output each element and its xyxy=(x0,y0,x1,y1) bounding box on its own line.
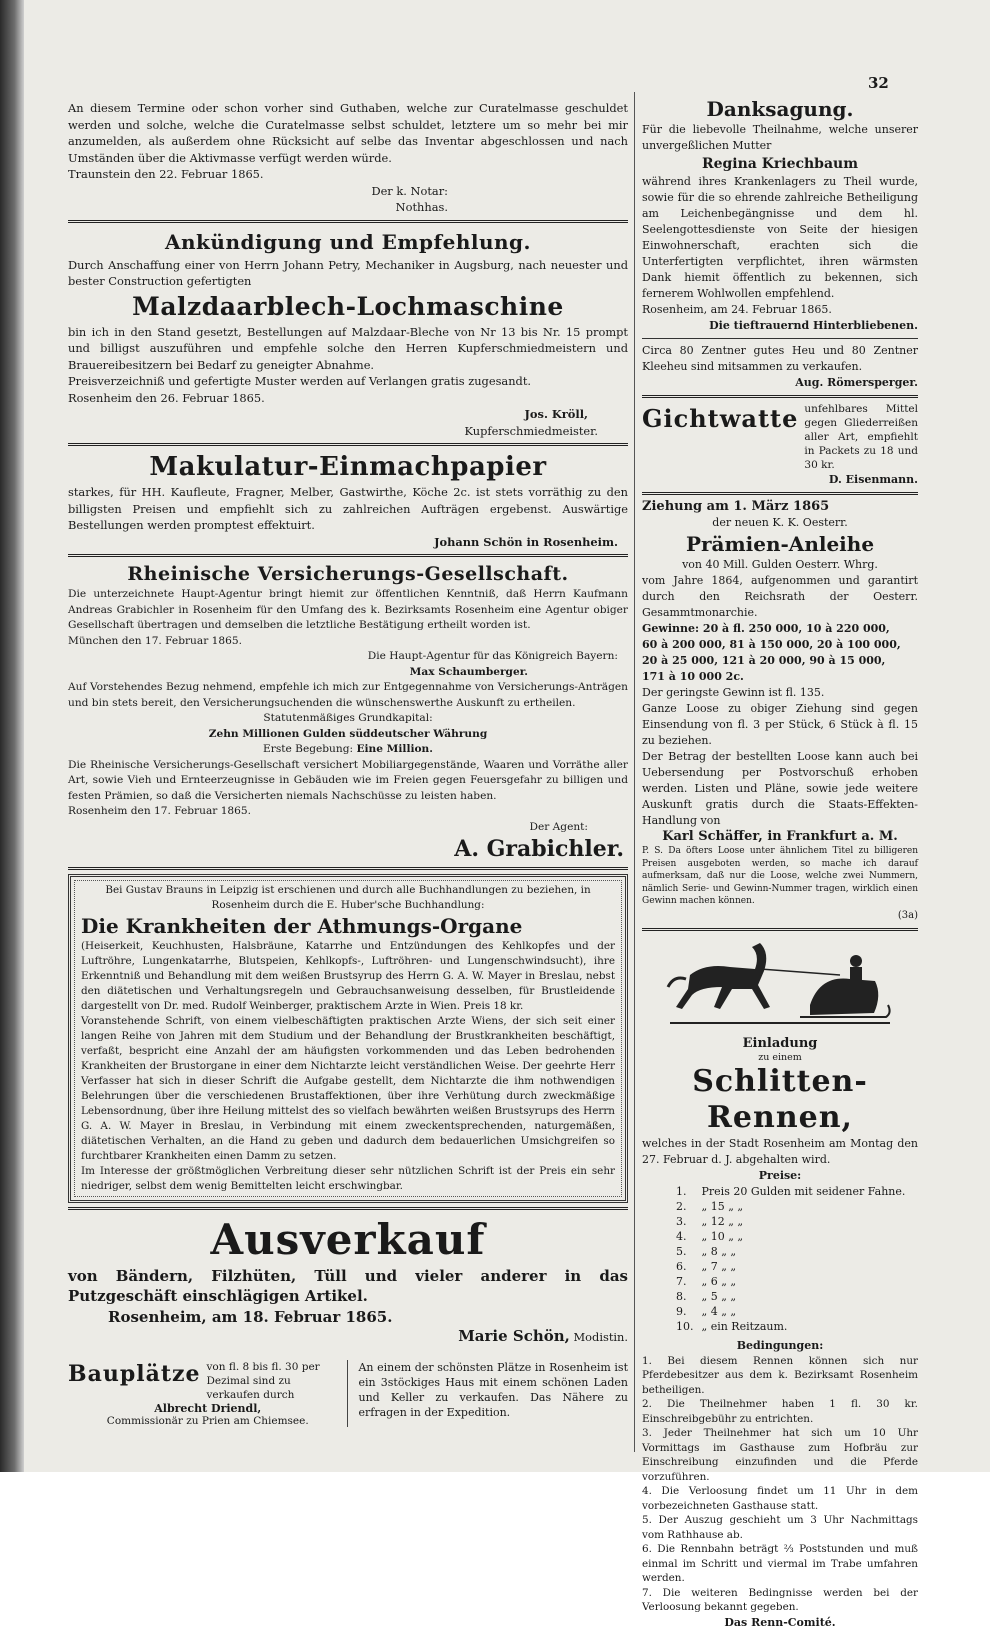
thanks-p1: Für die liebevolle Theilnahme, welche unserer unvergeßlichen Mutter xyxy=(642,123,918,152)
prize-row xyxy=(672,1289,909,1304)
lottery-wins2: 60 à 200 000, 81 à 150 000, 20 à 100 000, xyxy=(642,638,901,651)
prize-rank: 3. xyxy=(676,1214,687,1228)
ad-insurance-first xyxy=(68,742,628,758)
thanks-p2: während ihres Krankenlagers zu Theil wurde, sowie für die so ehrende zahlreiche Betheiligung am Leichenbegängnisse und dem hl. Seelengottesdienste von Seite der hiesigen Einwohnerschaft, erachten sich die Unterfertigten verpflichtet, ihren wärmsten Dank hiemit öffentlich zu bekennen, sich fernerem Wohlwollen empfehlend. xyxy=(642,175,918,300)
prize-rank: 4. xyxy=(676,1229,687,1243)
prize-row xyxy=(672,1304,909,1319)
prize-row xyxy=(672,1319,909,1334)
race-prizes-label: Preise: xyxy=(758,1168,802,1182)
page-number: 32 xyxy=(868,74,889,92)
ad-sale-role: Modistin. xyxy=(573,1330,628,1344)
left-column xyxy=(68,100,628,1346)
notice-text: An diesem Termine oder schon vorher sind Guthaben, welche zur Curatelmasse geschuldet werden und solche, welche die Curatelmasse selbst schuldet, letztere um so mehr bei mir anzumelden, als außerdem ohne Rücksicht auf selbe das Inventar abgeschlossen und nach Umständen über die Aktivmasse verfügt werden würde. xyxy=(68,101,628,165)
prize-desc: „ 7 „ „ xyxy=(701,1259,737,1273)
race-cond-label: Bedingungen: xyxy=(736,1338,824,1352)
race-condition: 1. Bei diesem Rennen können sich nur Pferdebesitzer aus dem k. Bezirksamt Rosenheim betheiligen. xyxy=(642,1354,918,1396)
prize-desc: Preis 20 Gulden mit seidener Fahne. xyxy=(701,1184,906,1198)
sleigh-illustration xyxy=(642,935,918,1036)
lottery-min: Der geringste Gewinn ist fl. 135. xyxy=(642,686,825,699)
prize-rank: 10. xyxy=(676,1319,694,1333)
ad-lots-body: von fl. 8 bis fl. 30 per Dezimal sind zu verkaufen durch xyxy=(206,1361,320,1401)
ad-house-body: An einem der schönsten Plätze in Rosenheim ist ein 3stöckiges Haus mit einem schönen Laden und Keller zu verkaufen. Das Nähere zu erfragen in der Expedition. xyxy=(358,1361,628,1419)
ad-kroell-date: Rosenheim den 26. Februar 1865. xyxy=(68,390,265,405)
ad-insurance-role: Der Agent: xyxy=(529,820,588,833)
prize-desc: „ 10 „ „ xyxy=(701,1229,744,1243)
race-invite: Einladung xyxy=(742,1035,818,1051)
ad-paper-name: Johann Schön in Rosenheim. xyxy=(434,534,618,549)
ad-sale-date: Rosenheim, am 18. Februar 1865. xyxy=(108,1308,393,1326)
scan-edge xyxy=(0,0,24,1472)
prize-row xyxy=(672,1214,909,1229)
ad-insurance-first-label: Erste Begebung: xyxy=(263,743,354,755)
ad-kroell-machine: Malzdaarblech-Lochmaschine xyxy=(132,291,564,321)
ad-book-p2: Voranstehende Schrift, von einem vielbeschäftigten praktischen Arzte Wiens, der sich seit einer langen Reihe von Jahren mit dem Studium und der Behandlung der Brustkrankheiten beschäftigt, verfaßt, bespricht eine Anzahl der am häufigsten vorkommenden und das Leben bedrohenden Krankheiten der Brustorgane in einer dem Nichtarzte leicht verständlichen Weise. Der geehrte Herr Verfasser hat sich in dieser Schrift die Aufgabe gestellt, dem Nichtarzte die ihm nothwendigen Belehrungen über die verschiedenen Brustaffektionen, über ihre Verhütung durch zweckmäßige Lebensordnung, über ihre Heilung mittelst des so vielfach bewährten weißen Brustsyrups des Herrn G. A. W. Mayer in Breslau, in Verbindung mit einem zweckentsprechenden, naturgemäßen, diätetischen Verhalten, an die Hand zu geben und dadurch dem bedauerlichen Umsichgreifen so furchtbarer Krankheiten einen Damm zu setzen. xyxy=(81,1015,615,1162)
lottery-firm: Karl Schäffer, in Frankfurt a. M. xyxy=(662,829,898,844)
divider xyxy=(68,867,628,870)
prize-rank: 5. xyxy=(676,1244,687,1258)
lottery-ref: (3a) xyxy=(897,909,918,921)
lottery-wins4: 171 à 10 000 2c. xyxy=(642,670,744,683)
ad-kroell-intro: Durch Anschaffung einer von Herrn Johann Petry, Mechaniker in Augsburg, nach neuester und bester Construction gefertigten xyxy=(68,257,628,288)
prize-rank: 8. xyxy=(676,1289,687,1303)
horse-sleigh-icon xyxy=(660,935,900,1031)
race-title: Schlitten-Rennen, xyxy=(692,1063,868,1135)
divider xyxy=(642,928,918,931)
race-sign: Das Renn-Comité. xyxy=(724,1615,836,1629)
race-condition: 3. Jeder Theilnehmer hat sich um 10 Uhr Vormittags im Gasthause zum Hofbräu zur Einschreibung einzufinden und die Pferde vorzuführen. xyxy=(642,1427,918,1483)
ad-book-box xyxy=(68,874,628,1203)
ad-insurance-agency: Die Haupt-Agentur für das Königreich Bayern: xyxy=(367,650,618,662)
divider xyxy=(68,443,628,446)
watte-title: Gichtwatte xyxy=(642,404,799,433)
lottery-amount: von 40 Mill. Gulden Oesterr. Whrg. xyxy=(682,558,878,571)
ad-insurance-capital: Zehn Millionen Gulden süddeutscher Währung xyxy=(208,727,488,740)
prize-row xyxy=(672,1274,909,1289)
ad-book-intro: Bei Gustav Brauns in Leipzig ist erschienen und durch alle Buchhandlungen zu beziehen, in Rosenheim durch die E. Huber'sche Buchhandlung: xyxy=(105,884,591,911)
ad-house xyxy=(347,1360,628,1427)
ad-book-title: Die Krankheiten der Athmungs-Organe xyxy=(81,914,523,938)
divider xyxy=(642,492,918,495)
ad-paper-body: starkes, für HH. Kaufleute, Fragner, Melber, Gastwirthe, Köche 2c. ist stets vorräthig zu den billigsten Preisen und empfiehlt sich zu zahlreichen Aufträgen ergebenst. Auswärtige Bestellungen werden promptest effektuirt. xyxy=(68,485,628,532)
prize-desc: „ 5 „ „ xyxy=(701,1289,737,1303)
prize-row xyxy=(672,1244,909,1259)
race-condition: 4. Die Verloosung findet um 11 Uhr in dem vorbezeichneten Gasthause statt. xyxy=(642,1485,918,1512)
ad-sale-name: Marie Schön, xyxy=(458,1327,570,1345)
thanks-sign: Die tieftrauernd Hinterbliebenen. xyxy=(709,319,918,332)
race-condition: 5. Der Auszug geschieht um 3 Uhr Nachmittags vom Rathhause ab. xyxy=(642,1514,918,1541)
ad-lots-role: Commissionär zu Prien am Chiemsee. xyxy=(106,1415,309,1427)
race-condition: 2. Die Theilnehmer haben 1 fl. 30 kr. Einschreibgebühr zu entrichten. xyxy=(642,1398,918,1425)
ad-insurance-p2: Auf Vorstehendes Bezug nehmend, empfehle ich mich zur Entgegennahme von Versicherungs-Anträgen und bin stets bereit, den Versicherungsuchenden die wünschenswerthe Auskunft zu ertheilen. xyxy=(68,681,628,709)
prize-desc: „ 6 „ „ xyxy=(701,1274,737,1288)
ad-insurance-title: Rheinische Versicherungs-Gesellschaft. xyxy=(127,563,569,585)
watte-body: unfehlbares Mittel gegen Gliederreißen aller Art, empfiehlt in Packets zu 18 und 30 kr. xyxy=(804,403,918,471)
ad-paper-title: Makulatur-Einmachpapier xyxy=(149,452,547,482)
divider xyxy=(68,554,628,557)
lottery-wins3: 20 à 25 000, 121 à 20 000, 90 à 15 000, xyxy=(642,654,886,667)
ad-insurance-p3: Die Rheinische Versicherungs-Gesellschaft versichert Mobiliargegenstände, Waaren und Vorräthe aller Art, sowie Vieh und Ernteerzeugnisse in Gebäuden wie im Freien gegen Feuersgefahr zu billigen und festen Prämien, so daß die Versicherten niemals Nachschüsse zu leisten haben. xyxy=(68,758,628,802)
ad-kroell-name: Jos. Kröll, xyxy=(524,407,588,421)
prize-desc: „ 4 „ „ xyxy=(701,1304,737,1318)
hay-name: Aug. Römersperger. xyxy=(795,376,918,389)
divider xyxy=(68,220,628,223)
race-to: zu einem xyxy=(758,1051,802,1063)
prize-rank: 7. xyxy=(676,1274,687,1288)
ad-kroell-body: bin ich in den Stand gesetzt, Bestellungen auf Malzdaar-Bleche von Nr 13 bis Nr. 15 prompt und billigst auszuführen und empfehle solche den Herren Kupferschmiedmeistern und Brauereibesitzern bei Bedarf zu geneigter Abnahme. xyxy=(68,324,628,372)
ad-insurance-agent: Max Schaumberger. xyxy=(409,665,528,678)
ad-insurance-capital-label: Statutenmäßiges Grundkapital: xyxy=(263,712,433,724)
lottery-title: Prämien-Anleihe xyxy=(685,532,875,556)
prize-row xyxy=(672,1229,909,1244)
thanks-title: Danksagung. xyxy=(706,97,854,121)
thanks-name: Regina Kriechbaum xyxy=(701,156,859,172)
ad-book-p3: Im Interesse der größtmöglichen Verbreitung dieser sehr nützlichen Schrift ist der Preis ein sehr niedriger, selbst dem wenig Bemittelten leicht erschwingbar. xyxy=(81,1165,615,1192)
thanks-date: Rosenheim, am 24. Februar 1865. xyxy=(642,303,832,316)
lottery-p2: Ganze Loose zu obiger Ziehung sind gegen Einsendung von fl. 3 per Stück, 6 Stück à fl. 15 zu beziehen. xyxy=(642,702,918,747)
ad-sale-title: Ausverkauf xyxy=(210,1215,486,1264)
prize-desc: „ 8 „ „ xyxy=(701,1244,737,1258)
notice-role: Der k. Notar: xyxy=(371,183,448,198)
ad-insurance-name: A. Grabichler. xyxy=(454,836,624,862)
prize-desc: „ 12 „ „ xyxy=(701,1214,744,1228)
prize-desc: „ ein Reitzaum. xyxy=(701,1319,788,1333)
lottery-p1: vom Jahre 1864, aufgenommen und garantirt durch den Reichsrath der Oesterr. Gesammtmonarchie. xyxy=(642,574,918,619)
prize-rank: 6. xyxy=(676,1259,687,1273)
prize-desc: „ 15 „ „ xyxy=(701,1199,744,1213)
prize-rank: 1. xyxy=(676,1184,687,1198)
ad-insurance-date1: München den 17. Februar 1865. xyxy=(68,634,242,647)
ad-lots-name: Albrecht Driendl, xyxy=(154,1402,262,1415)
notice-name: Nothhas. xyxy=(395,200,448,214)
ad-sale-sign xyxy=(68,1328,628,1346)
bottom-ads xyxy=(68,1360,628,1427)
lottery-ps: P. S. Da öfters Loose unter ähnlichem Titel zu billigeren Preisen ausgeboten werden, so mache ich darauf aufmerksam, daß nur die Loose, welche zwei Nummern, nämlich Serie- und Gewinn-Nummer tragen, wirklich einen Gewinn machen können. xyxy=(642,846,918,906)
prize-row xyxy=(672,1259,909,1274)
ad-lots-title: Bauplätze xyxy=(68,1361,201,1387)
lottery-p3: Der Betrag der bestellten Loose kann auch bei Uebersendung per Postvorschuß erhoben werden. Listen und Pläne, sowie jede weitere Auskunft gratis durch die Staats-Effekten-Handlung von xyxy=(642,750,918,827)
ad-kroell-role: Kupferschmiedmeister. xyxy=(464,423,598,438)
prize-row xyxy=(672,1199,909,1214)
right-column xyxy=(642,96,918,1631)
divider xyxy=(642,395,918,398)
ad-insurance-first-value: Eine Million. xyxy=(356,743,433,755)
divider xyxy=(68,1207,628,1210)
prize-rank: 2. xyxy=(676,1199,687,1213)
ad-sale-body: von Bändern, Filzhüten, Tüll und vieler anderer in das Putzgeschäft einschlägigen Artikel. xyxy=(68,1267,628,1305)
ad-insurance-date2: Rosenheim den 17. Februar 1865. xyxy=(68,805,252,817)
column-separator xyxy=(634,92,635,1452)
divider xyxy=(642,338,918,339)
hay-body: Circa 80 Zentner gutes Heu und 80 Zentner Kleeheu sind mitsammen zu verkaufen. xyxy=(642,344,918,373)
lottery-draw: Ziehung am 1. März 1865 xyxy=(642,499,830,514)
ad-kroell-note: Preisverzeichniß und gefertigte Muster werden auf Verlangen gratis zugesandt. xyxy=(68,374,532,388)
prize-row xyxy=(672,1184,909,1199)
race-condition: 7. Die weiteren Bedingnisse werden bei der Verloosung bekannt gegeben. xyxy=(642,1586,918,1613)
lottery-wins1: Gewinne: 20 à fl. 250 000, 10 à 220 000, xyxy=(642,622,890,635)
ad-lots xyxy=(68,1360,347,1427)
ad-kroell-title: Ankündigung und Empfehlung. xyxy=(164,229,531,254)
race-condition: 6. Die Rennbahn beträgt ⅔ Poststunden und muß einmal im Schritt und viermal im Trabe umfahren werden. xyxy=(642,1543,918,1584)
notice-date: Traunstein den 22. Februar 1865. xyxy=(68,167,264,181)
watte-name: D. Eisenmann. xyxy=(828,473,918,486)
race-p1: welches in der Stadt Rosenheim am Montag den 27. Februar d. J. abgehalten wird. xyxy=(642,1136,918,1166)
ad-insurance-p1: Die unterzeichnete Haupt-Agentur bringt hiemit zur öffentlichen Kenntniß, daß Herrn Kaufmann Andreas Grabichler in Rosenheim für den Umfang des k. Bezirksamts Rosenheim eine Agentur obiger Gesellschaft übertragen und demselben die letztliche Bestätigung ertheilt worden ist. xyxy=(68,588,628,631)
ad-book-body: (Heiserkeit, Keuchhusten, Halsbräune, Katarrhe und Entzündungen des Kehlkopfes und der Luftröhre, Lungenkatarrhe, Blutspeien, Kehlkopfs-, Luftröhren- und Lungenschwindsucht), ihre Erkenntniß und Behandlung mit dem weißen Brustsyrup des Herrn G. A. W. Mayer in Breslau, nebst den diätetischen und Verhaltungsregeln und Gebrauchsanweisung desselben, für Brustleidende dargestellt von Dr. med. Rudolf Weinberger, praktischem Arzte in Wien. Preis 18 kr. xyxy=(81,940,615,1012)
prize-rank: 9. xyxy=(676,1304,687,1318)
race-prize-table xyxy=(672,1184,909,1334)
lottery-sub: der neuen K. K. Oesterr. xyxy=(712,516,848,529)
race-conditions xyxy=(642,1354,918,1615)
